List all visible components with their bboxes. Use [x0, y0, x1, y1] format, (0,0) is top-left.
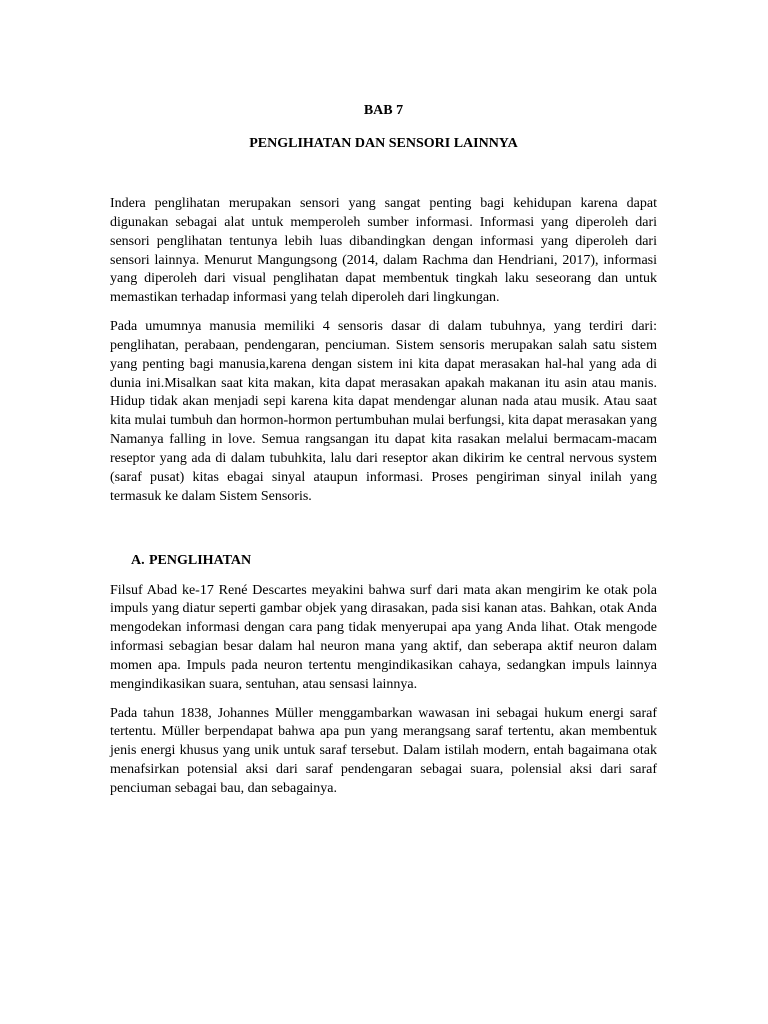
section-paragraph-1: Filsuf Abad ke-17 René Descartes meyakini bahwa surf dari mata akan mengirim ke otak pola impuls yang diatur seperti gambar objek yang dirasakan, pada sisi kanan atas. Bahkan, otak Anda mengodekan informasi dengan cara pang tidak menyerupai apa yang Anda lihat. Otak mengode informasi sebagian besar dalam hal neuron mana yang aktif, dan seberapa aktif neuron dalam momen apa. Impuls pada neuron tertentu mengindikasikan cahaya, sedangkan impuls lainnya mengindikasikan suara, sentuhan, atau sensasi lainnya. [110, 582, 657, 692]
section-marker: A. [131, 552, 145, 568]
intro-paragraph-1: Indera penglihatan merupakan sensori yang sangat penting bagi kehidupan karena dapat digunakan sebagai alat untuk memperoleh sumber informasi. Informasi yang diperoleh dari sensori penglihatan tentunya lebih luas dibandingkan dengan informasi yang diperoleh dari sensori lainnya. Menurut Mangungsong (2014, dalam Rachma dan Hendriani, 2017), informasi yang diperoleh dari visual penglihatan dapat membentuk tingkah laku seseorang dan untuk memastikan terhadap informasi yang telah diperoleh dari lingkungan. [110, 196, 657, 306]
chapter-number: BAB 7 [363, 103, 404, 118]
chapter-title: PENGLIHATAN DAN SENSORI LAINNYA [249, 136, 518, 151]
section-paragraph-2: Pada tahun 1838, Johannes Müller menggambarkan wawasan ini sebagai hukum energi saraf tertentu. Müller berpendapat bahwa apa pun yang merangsang saraf tertentu, akan membentuk jenis energi khusus yang unik untuk saraf tersebut. Dalam istilah modern, entah bagaimana otak menafsirkan potensial aksi dari saraf pendengaran sebagai suara, polensial aksi dari saraf penciuman sebagai bau, dan sebagainya. [110, 705, 657, 796]
section-heading-penglihatan [110, 551, 657, 571]
document-body [110, 195, 657, 809]
intro-paragraph-2: Pada umumnya manusia memiliki 4 sensoris dasar di dalam tubuhnya, yang terdiri dari: penglihatan, perabaan, pendengaran, penciuman. Sistem sensoris merupakan salah satu sistem yang penting bagi manusia,karena dengan sistem ini kita dapat merasakan hal-hal yang ada di dunia ini.Misalkan saat kita makan, kita dapat merasakan apakah makanan itu asin atau manis. Hidup tidak akan menjadi sepi karena kita dapat mendengar alunan nada atau musik. Atau saat kita mulai tumbuh dan hormon-hormon pertumbuhan mulai berfungsi, kita dapat merasakan yang Namanya falling in love. Semua rangsangan itu dapat kita rasakan melalui bermacam-macam reseptor yang ada di dalam tubuhkita, lalu dari reseptor akan dikirim ke central nervous system (saraf pusat) kitas ebagai sinyal ataupun informasi. Proses pengiriman sinyal inilah yang termasuk ke dalam Sistem Sensoris. [110, 319, 657, 504]
section-heading-text: PENGLIHATAN [149, 552, 252, 568]
